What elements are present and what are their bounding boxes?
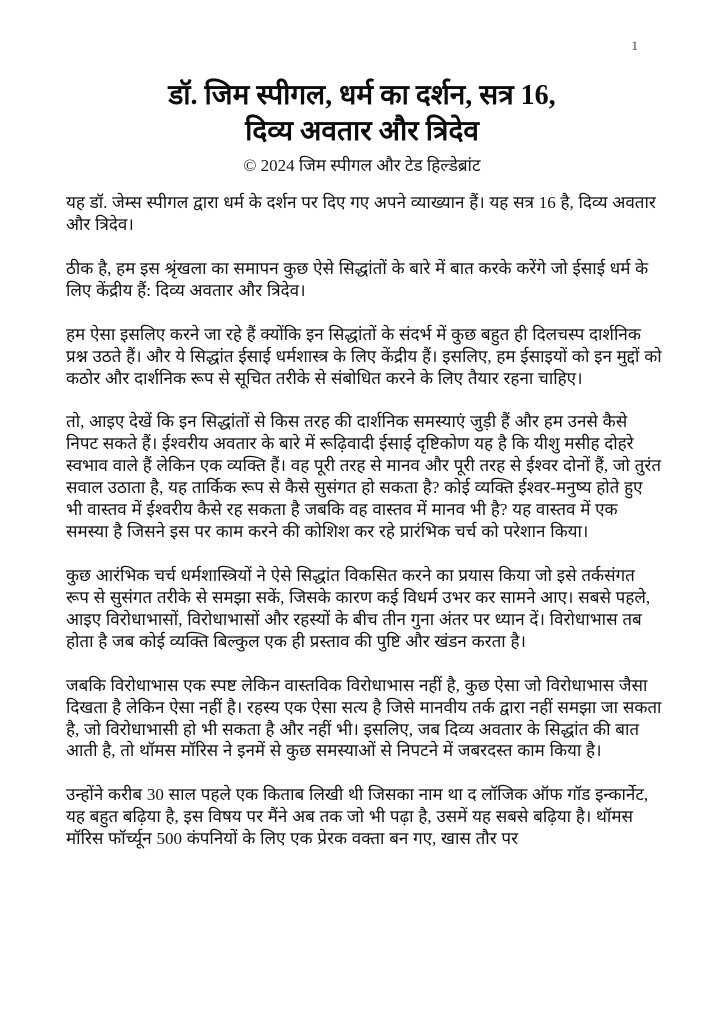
document-title [0, 0, 724, 150]
document-title-line1: डॉ. जिम स्पीगल, धर्म का दर्शन, सत्र 16, [168, 80, 556, 111]
copyright-line: © 2024 जिम स्पीगल और टेड हिल्डेब्रांट [243, 155, 481, 175]
document-title-line2: दिव्य अवतार और त्रिदेव [245, 115, 479, 147]
paragraph-6: जबकि विरोधाभास एक स्पष्ट लेकिन वास्तविक विरोधाभास नहीं है, कुछ ऐसा जो विरोधाभास जैसा दिखता है लेकिन ऐसा नहीं है। रहस्य एक ऐसा सत्य है जिसे मानवीय तर्क द्वारा नहीं समझा जा सकता है, जो विरोधाभासी हो भी सकता है और नहीं भी। इसलिए, जब दिव्य अवतार के सिद्धांत की बात आती है, तो थॉमस मॉरिस ने इनमें से कुछ समस्याओं से निपटने में जबरदस्त काम किया है। [66, 675, 662, 761]
paragraph-2: ठीक है, हम इस श्रृंखला का समापन कुछ ऐसे सिद्धांतों के बारे में बात करके करेंगे जो ईसाई धर्म के लिए केंद्रीय हैं: दिव्य अवतार और त्रिदेव। [66, 258, 649, 300]
paragraph-4: तो, आइए देखें कि इन सिद्धांतों से किस तरह की दार्शनिक समस्याएं जुड़ी हैं और हम उनसे कैसे निपट सकते हैं। ईश्वरीय अवतार के बारे में रूढ़िवादी ईसाई दृष्टिकोण यह है कि यीशु मसीह दोहरे स्वभाव वाले हैं लेकिन एक व्यक्ति हैं। वह पूरी तरह से मानव और पूरी तरह से ईश्वर दोनों हैं, जो तुरंत सवाल उठाता है, यह तार्किक रूप से कैसे सुसंगत हो सकता है? कोई व्यक्ति ईश्वर-मनुष्य होते हुए भी वास्तव में ईश्वरीय कैसे रह सकता है जबकि वह वास्तव में मानव भी है? यह वास्तव में एक समस्या है जिसने इस पर काम करने की कोशिश कर रहे प्रारंभिक चर्च को परेशान किया। [66, 412, 662, 542]
paragraph-1: यह डॉ. जेम्स स्पीगल द्वारा धर्म के दर्शन पर दिए गए अपने व्याख्यान हैं। यह सत्र 16 है, दिव्य अवतार और त्रिदेव। [66, 193, 656, 234]
paragraph-3: हम ऐसा इसलिए करने जा रहे हैं क्योंकि इन सिद्धांतों के संदर्भ में कुछ बहुत ही दिलचस्प दार्शनिक प्रश्न उठते हैं। और ये सिद्धांत ईसाई धर्मशास्त्र के लिए केंद्रीय हैं। इसलिए, हम ईसाइयों को इन मुद्दों को कठोर और दार्शनिक रूप से सूचित तरीके से संबोधित करने के लिए तैयार रहना चाहिए। [66, 324, 662, 388]
paragraph-7: उन्होंने करीब 30 साल पहले एक किताब लिखी थी जिसका नाम था द लॉजिक ऑफ गॉड इन्कार्नेट, यह बहुत बढ़िया है, इस विषय पर मैंने अब तक जो भी पढ़ा है, उसमें यह सबसे बढ़िया है। थॉमस मॉरिस फॉर्च्यून 500 कंपनियों के लिए एक प्रेरक वक्ता बन गए, खास तौर पर [66, 785, 649, 849]
document-body [66, 192, 662, 872]
page-number: 1 [631, 38, 638, 53]
paragraph-5: कुछ आरंभिक चर्च धर्मशास्त्रियों ने ऐसे सिद्धांत विकसित करने का प्रयास किया जो इसे तर्कसंगत रूप से सुसंगत तरीके से समझा सकें, जिसके कारण कई विधर्म उभर कर सामने आए। सबसे पहले, आइए विरोधाभासों, विरोधाभासों और रहस्यों के बीच तीन गुना अंतर पर ध्यान दें। विरोधाभास तब होता है जब कोई व्यक्ति बिल्कुल एक ही प्रस्ताव की पुष्टि और खंडन करता है। [66, 565, 651, 651]
